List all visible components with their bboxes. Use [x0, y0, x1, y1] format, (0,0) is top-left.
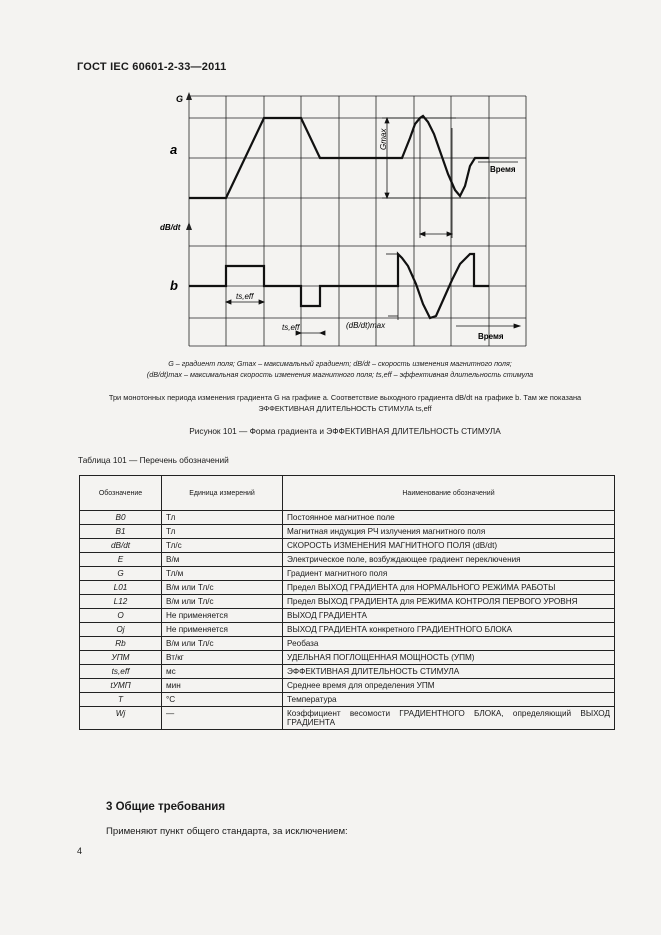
table-row	[80, 707, 615, 730]
cell-symbol: L12	[80, 595, 162, 609]
table-row	[80, 679, 615, 693]
table-row	[80, 609, 615, 623]
cell-symbol: tУМП	[80, 679, 162, 693]
ts-eff-label-2: ts,eff	[282, 323, 300, 332]
cell-name: ВЫХОД ГРАДИЕНТА	[283, 609, 615, 623]
cell-unit: Тл/с	[162, 539, 283, 553]
table-row	[80, 567, 615, 581]
cell-unit: Тл/м	[162, 567, 283, 581]
cell-name: Постоянное магнитное поле	[283, 511, 615, 525]
cell-unit: В/м или Тл/с	[162, 581, 283, 595]
time-label-a: Время	[490, 165, 516, 174]
cell-unit: В/м или Тл/с	[162, 637, 283, 651]
graph-a-label: a	[170, 142, 178, 157]
dbdt-max-label: (dB/dt)max	[346, 321, 386, 330]
col-header-unit: Единица измерений	[162, 476, 283, 511]
cell-symbol: ts,eff	[80, 665, 162, 679]
cell-symbol: O	[80, 609, 162, 623]
cell-unit: мс	[162, 665, 283, 679]
table-row	[80, 595, 615, 609]
cell-symbol: Rb	[80, 637, 162, 651]
figure-legend	[100, 358, 580, 380]
cell-name: ЭФФЕКТИВНАЯ ДЛИТЕЛЬНОСТЬ СТИМУЛА	[283, 665, 615, 679]
cell-unit: Вт/кг	[162, 651, 283, 665]
designations-table	[79, 475, 615, 730]
time-label-b: Время	[478, 332, 504, 341]
table-caption: Таблица 101 — Перечень обозначений	[78, 455, 229, 465]
table-row	[80, 553, 615, 567]
cell-symbol: Wj	[80, 707, 162, 730]
g-axis-label: G	[176, 94, 184, 104]
cell-symbol: Oj	[80, 623, 162, 637]
cell-symbol: G	[80, 567, 162, 581]
document-header: ГОСТ IEC 60601-2-33—2011	[77, 61, 227, 73]
gmax-label: Gmax	[379, 128, 388, 150]
table-row	[80, 511, 615, 525]
cell-symbol: T	[80, 693, 162, 707]
cell-name: СКОРОСТЬ ИЗМЕНЕНИЯ МАГНИТНОГО ПОЛЯ (dB/dt)	[283, 539, 615, 553]
figure-caption: Рисунок 101 — Форма градиента и ЭФФЕКТИВНАЯ ДЛИТЕЛЬНОСТЬ СТИМУЛА	[189, 426, 501, 436]
legend-line-2: (dB/dt)max – максимальная скорость изменения магнитного поля; ts,eff – эффективная длительность стимула	[146, 370, 534, 379]
cell-name: Электрическое поле, возбуждающее градиент переключения	[283, 553, 615, 567]
table-row	[80, 581, 615, 595]
dbdt-axis-label: dB/dt	[160, 223, 181, 232]
section-title: 3 Общие требования	[106, 801, 226, 813]
cell-unit: °С	[162, 693, 283, 707]
section-paragraph: Применяют пункт общего стандарта, за исключением:	[106, 826, 348, 837]
graph-b-label: b	[170, 278, 178, 293]
cell-name: ВЫХОД ГРАДИЕНТА конкретного ГРАДИЕНТНОГО БЛОКА	[283, 623, 615, 637]
table-row	[80, 651, 615, 665]
cell-symbol: УПМ	[80, 651, 162, 665]
cell-unit: Тл	[162, 511, 283, 525]
legend-line-1: G – градиент поля; Gmax – максимальный градиент; dB/dt – скорость изменения магнитного поля;	[168, 359, 512, 368]
figure-annotations	[226, 118, 520, 335]
cell-name: Среднее время для определения УПМ	[283, 679, 615, 693]
cell-unit: —	[162, 707, 283, 730]
cell-name: Предел ВЫХОД ГРАДИЕНТА для НОРМАЛЬНОГО РЕЖИМА РАБОТЫ	[283, 581, 615, 595]
col-header-name: Наименование обозначений	[283, 476, 615, 511]
table-row	[80, 637, 615, 651]
cell-name: Предел ВЫХОД ГРАДИЕНТА для РЕЖИМА КОНТРОЛЯ ПЕРВОГО УРОВНЯ	[283, 595, 615, 609]
table-row	[80, 623, 615, 637]
table-row	[80, 693, 615, 707]
col-header-symbol: Обозначение	[80, 476, 162, 511]
cell-name: Температура	[283, 693, 615, 707]
table-row	[80, 539, 615, 553]
cell-name: Градиент магнитного поля	[283, 567, 615, 581]
cell-symbol: dB/dt	[80, 539, 162, 553]
figure-grid	[189, 96, 526, 346]
cell-unit: мин	[162, 679, 283, 693]
cell-unit: Не применяется	[162, 623, 283, 637]
cell-name: УДЕЛЬНАЯ ПОГЛОЩЕННАЯ МОЩНОСТЬ (УПМ)	[283, 651, 615, 665]
cell-symbol: L01	[80, 581, 162, 595]
cell-name: Магнитная индукция РЧ излучения магнитного поля	[283, 525, 615, 539]
figure-explanation: Три монотонных периода изменения градиента G на графике a. Соответствие выходного градиента dB/dt на графике b. Там же показана ЭФФЕКТИВНАЯ ДЛИТЕЛЬНОСТЬ СТИМУЛА ts,eff	[108, 393, 582, 413]
table-row	[80, 525, 615, 539]
table-row	[80, 665, 615, 679]
gradient-waveform-figure	[160, 88, 540, 348]
page-number: 4	[77, 846, 83, 856]
table-header-row	[80, 476, 615, 511]
cell-symbol: B0	[80, 511, 162, 525]
cell-unit: В/м или Тл/с	[162, 595, 283, 609]
cell-symbol: E	[80, 553, 162, 567]
cell-symbol: B1	[80, 525, 162, 539]
ts-eff-label-1: ts,eff	[236, 292, 254, 301]
cell-unit: Не применяется	[162, 609, 283, 623]
cell-unit: Тл	[162, 525, 283, 539]
cell-name: Реобаза	[283, 637, 615, 651]
cell-unit: В/м	[162, 553, 283, 567]
cell-name: Коэффициент весомости ГРАДИЕНТНОГО БЛОКА, определяющий ВЫХОД ГРАДИЕНТА	[283, 707, 615, 730]
dbdt-axis-arrow	[186, 222, 192, 230]
